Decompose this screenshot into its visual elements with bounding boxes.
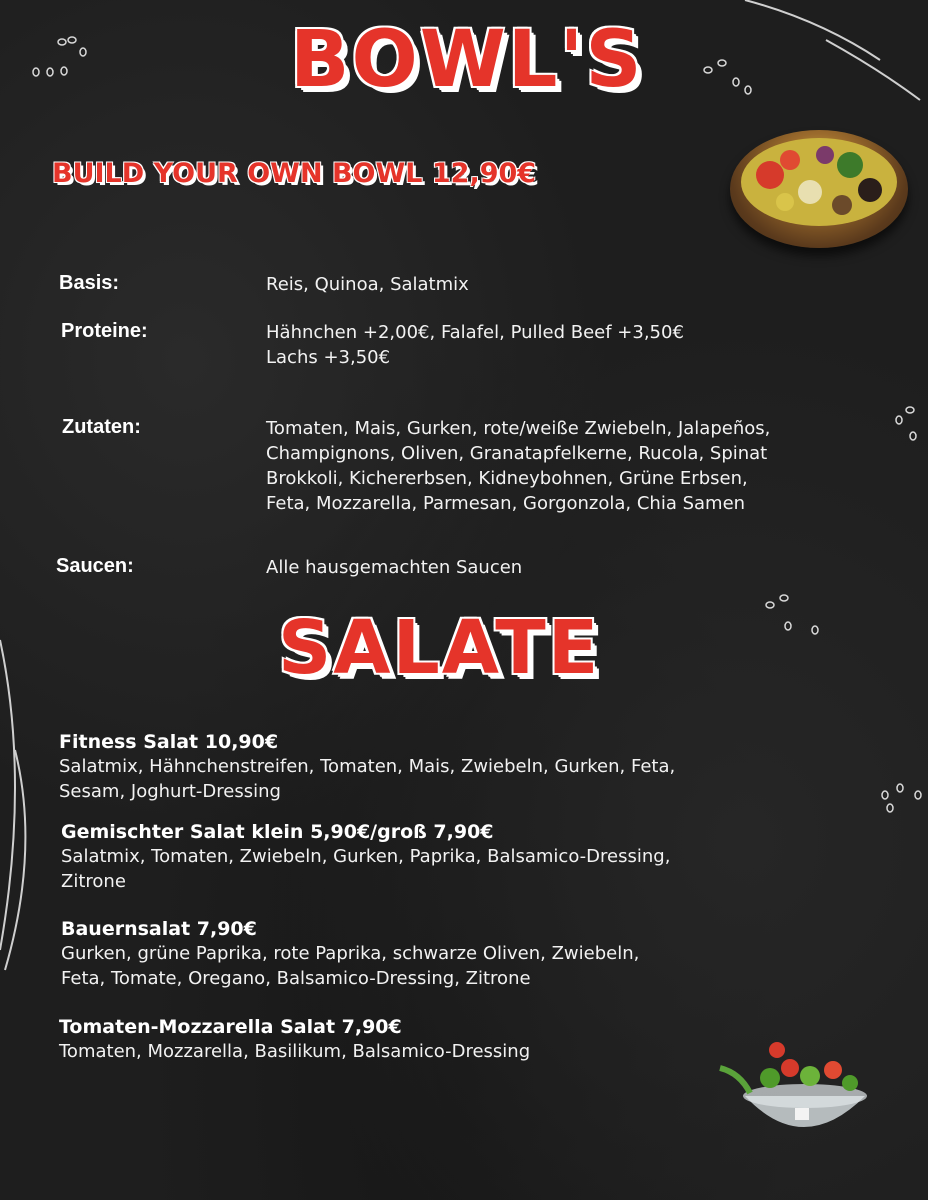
basis-label: Basis: [59,272,120,294]
salad-item-desc: Salatmix, Tomaten, Zwiebeln, Gurken, Paprika, Balsamico-Dressing, [61,846,671,867]
salad-item-desc: Zitrone [61,871,126,892]
salad-item-desc: Feta, Tomate, Oregano, Balsamico-Dressing, Zitrone [61,968,531,989]
salad-item-desc: Sesam, Joghurt-Dressing [59,781,281,802]
saucen-value [266,555,896,580]
zutaten-line: Brokkoli, Kichererbsen, Kidneybohnen, Grüne Erbsen, [266,468,748,489]
salad-item-title: Bauernsalat 7,90€ [61,918,257,940]
saucen-label: Saucen: [56,555,134,577]
salad-item-bauernsalat [61,917,861,991]
salad-item-desc: Tomaten, Mozzarella, Basilikum, Balsamico-Dressing [59,1041,531,1062]
salad-item-fitness [59,730,859,804]
bowl-subtitle: BUILD YOUR OWN BOWL 12,90€ [52,158,537,189]
salad-item-gemischter [61,820,861,894]
zutaten-line: Tomaten, Mais, Gurken, rote/weiße Zwiebeln, Jalapeños, [266,418,771,439]
zutaten-value [266,416,896,516]
salad-item-title: Tomaten-Mozzarella Salat 7,90€ [59,1016,402,1038]
food-bowl-photo [730,130,908,248]
proteine-line: Lachs +3,50€ [266,347,391,368]
zutaten-line: Feta, Mozzarella, Parmesan, Gorgonzola, Chia Samen [266,493,746,514]
proteine-value [266,320,896,370]
proteine-label: Proteine: [61,320,148,342]
basis-value [266,272,896,297]
saucen-line: Alle hausgemachten Saucen [266,557,523,578]
salad-bowl-photo [715,1038,890,1148]
salad-item-desc: Gurken, grüne Paprika, rote Paprika, schwarze Oliven, Zwiebeln, [61,943,640,964]
basis-line: Reis, Quinoa, Salatmix [266,274,469,295]
salate-title: SALATE [278,605,601,691]
zutaten-label: Zutaten: [62,416,141,438]
zutaten-line: Champignons, Oliven, Granatapfelkerne, Rucola, Spinat [266,443,768,464]
proteine-line: Hähnchen +2,00€, Falafel, Pulled Beef +3,50€ [266,322,684,343]
salad-item-title: Fitness Salat 10,90€ [59,731,279,753]
salad-item-title: Gemischter Salat klein 5,90€/groß 7,90€ [61,821,494,843]
page-title: BOWL'S [290,15,644,105]
salad-item-desc: Salatmix, Hähnchenstreifen, Tomaten, Mais, Zwiebeln, Gurken, Feta, [59,756,676,777]
